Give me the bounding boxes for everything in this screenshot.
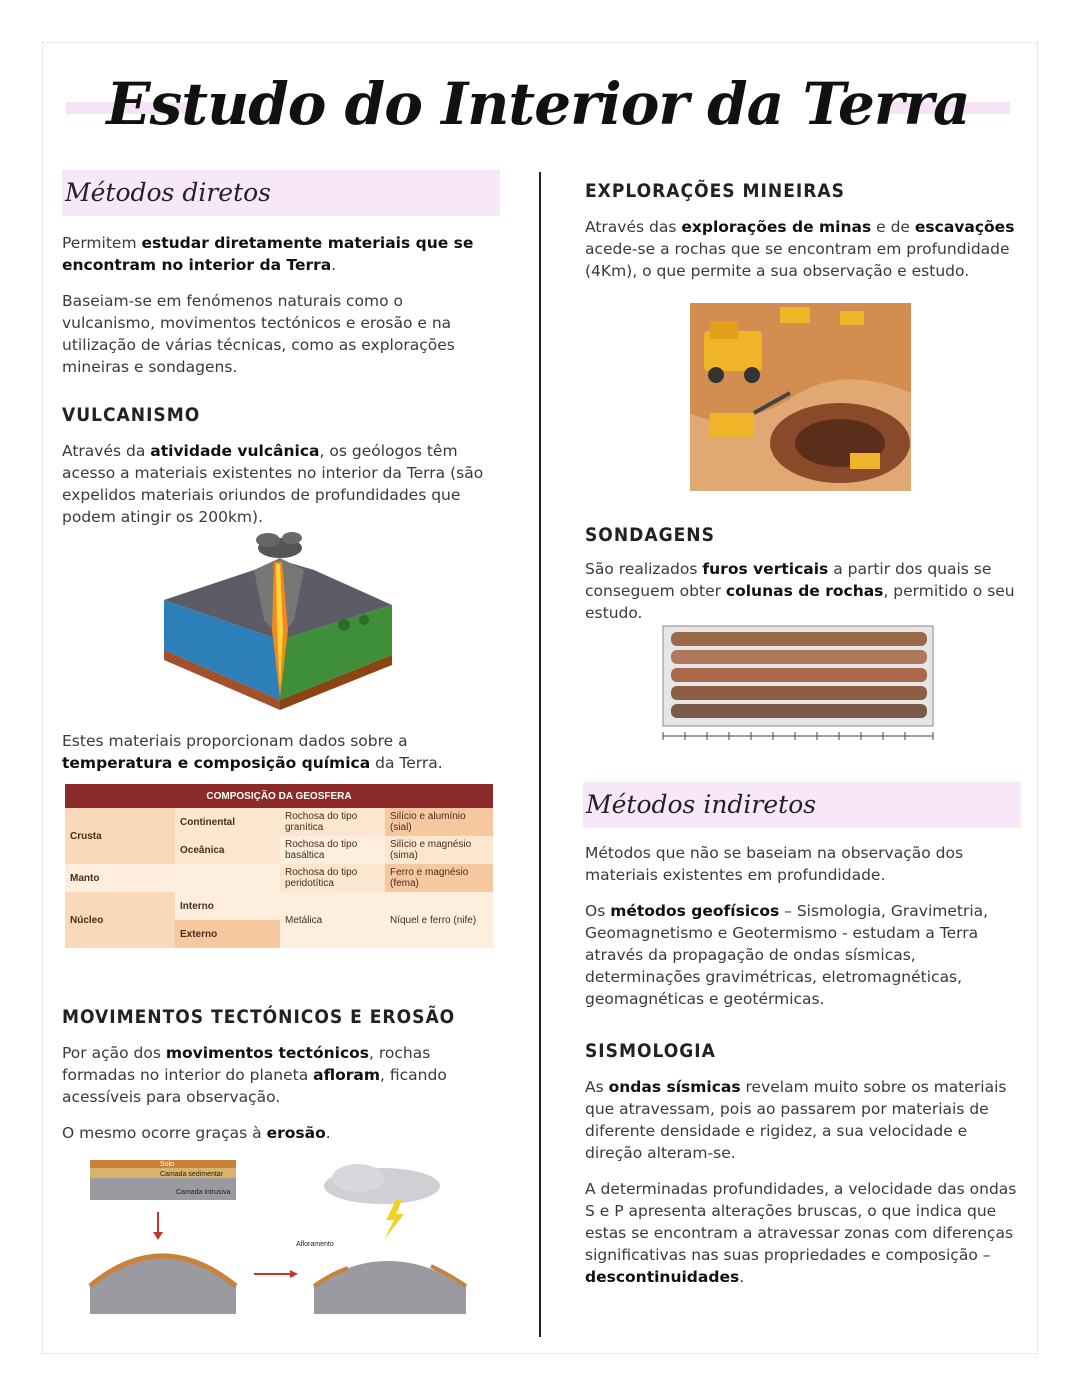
- volcanism-heading: VULCANISMO: [62, 404, 201, 426]
- lightning-icon: [384, 1200, 404, 1240]
- table-header: COMPOSIÇÃO DA GEOSFERA: [65, 784, 493, 808]
- tectonic-heading: MOVIMENTOS TECTÓNICOS E EROSÃO: [62, 1006, 456, 1028]
- tectonic-text: Por ação dos movimentos tectónicos, rochas formadas no interior do planeta afloram, ficando acessíveis para observação.: [62, 1044, 447, 1106]
- direct-methods-heading: Métodos diretos: [62, 170, 500, 216]
- volcano-illustration: [164, 530, 398, 710]
- interno-label: Interno: [175, 892, 280, 920]
- core-samples-illustration: [661, 624, 937, 744]
- geophysical-text: Os métodos geofísicos – Sismologia, Gravimetria, Geomagnetismo e Geotermismo - estudam a Terra através da propagação de ondas sísmicas, determinações gravimétricas, eletromagnéticas, geomagnéticas e geotérmicas.: [585, 902, 989, 1008]
- manto-comp: Ferro e magnésio (fema): [385, 864, 493, 892]
- manto-rock: Rochosa do tipo peridotítica: [280, 864, 385, 892]
- diagram-intrusiva-label: Camada intrusiva: [176, 1189, 231, 1196]
- drilling-heading: SONDAGENS: [585, 524, 715, 546]
- oceanica-rock: Rochosa do tipo basáltica: [280, 836, 385, 864]
- drilling-text: São realizados furos verticais a partir dos quais se conseguem obter colunas de rochas, permitido o seu estudo.: [585, 560, 1015, 622]
- nucleo-comp: Níquel e ferro (nife): [385, 892, 493, 948]
- geosphere-table: [65, 784, 493, 948]
- continental-rock: Rochosa do tipo granítica: [280, 808, 385, 836]
- diagram-outcrop: [314, 1261, 466, 1314]
- indirect-intro: Métodos que não se baseiam na observação dos materiais existentes em profundidade.: [585, 844, 964, 884]
- diagram-sedimentar-label: Camada sedimentar: [160, 1171, 224, 1178]
- oceanica-comp: Silício e magnésio (sima): [385, 836, 493, 864]
- page-title: Estudo do Interior da Terra: [106, 70, 970, 138]
- discontinuities-text: A determinadas profundidades, a velocidade das ondas S e P apresenta alterações bruscas, o que indica que estas se encontram a atravessar zonas com diferenças significativas nas suas propriedades e composição – descontinuidades.: [585, 1180, 1017, 1286]
- nucleo-label: Núcleo: [65, 892, 175, 948]
- erosion-text: O mesmo ocorre graças à erosão.: [62, 1124, 331, 1142]
- direct-intro: Permitem estudar diretamente materiais que se encontram no interior da Terra.: [62, 234, 474, 274]
- mining-illustration: [690, 303, 911, 491]
- direct-basis: Baseiam-se em fenómenos naturais como o vulcanismo, movimentos tectónicos e erosão e na utilização de várias técnicas, como as explorações mineiras e sondagens.: [62, 292, 455, 376]
- manto-label: Manto: [65, 864, 280, 892]
- continental-label: Continental: [175, 808, 280, 836]
- left-column: [62, 170, 500, 1248]
- volcanism-text: Através da atividade vulcânica, os geólogos têm acesso a materiais existentes no interior da Terra (são expelidos materiais oriundos de profundidades que podem atingir os 200km).: [62, 442, 484, 526]
- externo-label: Externo: [175, 920, 280, 948]
- nucleo-rock: Metálica: [280, 892, 385, 948]
- diagram-afloramento-label: Afloramento: [296, 1241, 334, 1248]
- oceanica-label: Oceânica: [175, 836, 280, 864]
- indirect-methods-heading: Métodos indiretos: [583, 782, 1021, 828]
- diagram-fold: [90, 1256, 236, 1314]
- erosion-diagram: [86, 1156, 476, 1316]
- materials-text: Estes materiais proporcionam dados sobre a temperatura e composição química da Terra.: [62, 732, 443, 772]
- crusta-label: Crusta: [65, 808, 175, 864]
- mining-text: Através das explorações de minas e de escavações acede-se a rochas que se encontram em profundidade (4Km), o que permite a sua observação e estudo.: [585, 218, 1015, 280]
- column-divider: [539, 172, 541, 1337]
- seismic-waves-text: As ondas sísmicas revelam muito sobre os materiais que atravessam, pois ao passarem por materiais de diferente densidade e rigidez, a sua velocidade e direção alteram-se.: [585, 1078, 1007, 1162]
- mining-heading: EXPLORAÇÕES MINEIRAS: [585, 180, 845, 202]
- continental-comp: Silício e alumínio (sial): [385, 808, 493, 836]
- diagram-solo-label: Solo: [160, 1161, 175, 1168]
- title-row: [66, 62, 1010, 152]
- seismology-heading: SISMOLOGIA: [585, 1040, 716, 1062]
